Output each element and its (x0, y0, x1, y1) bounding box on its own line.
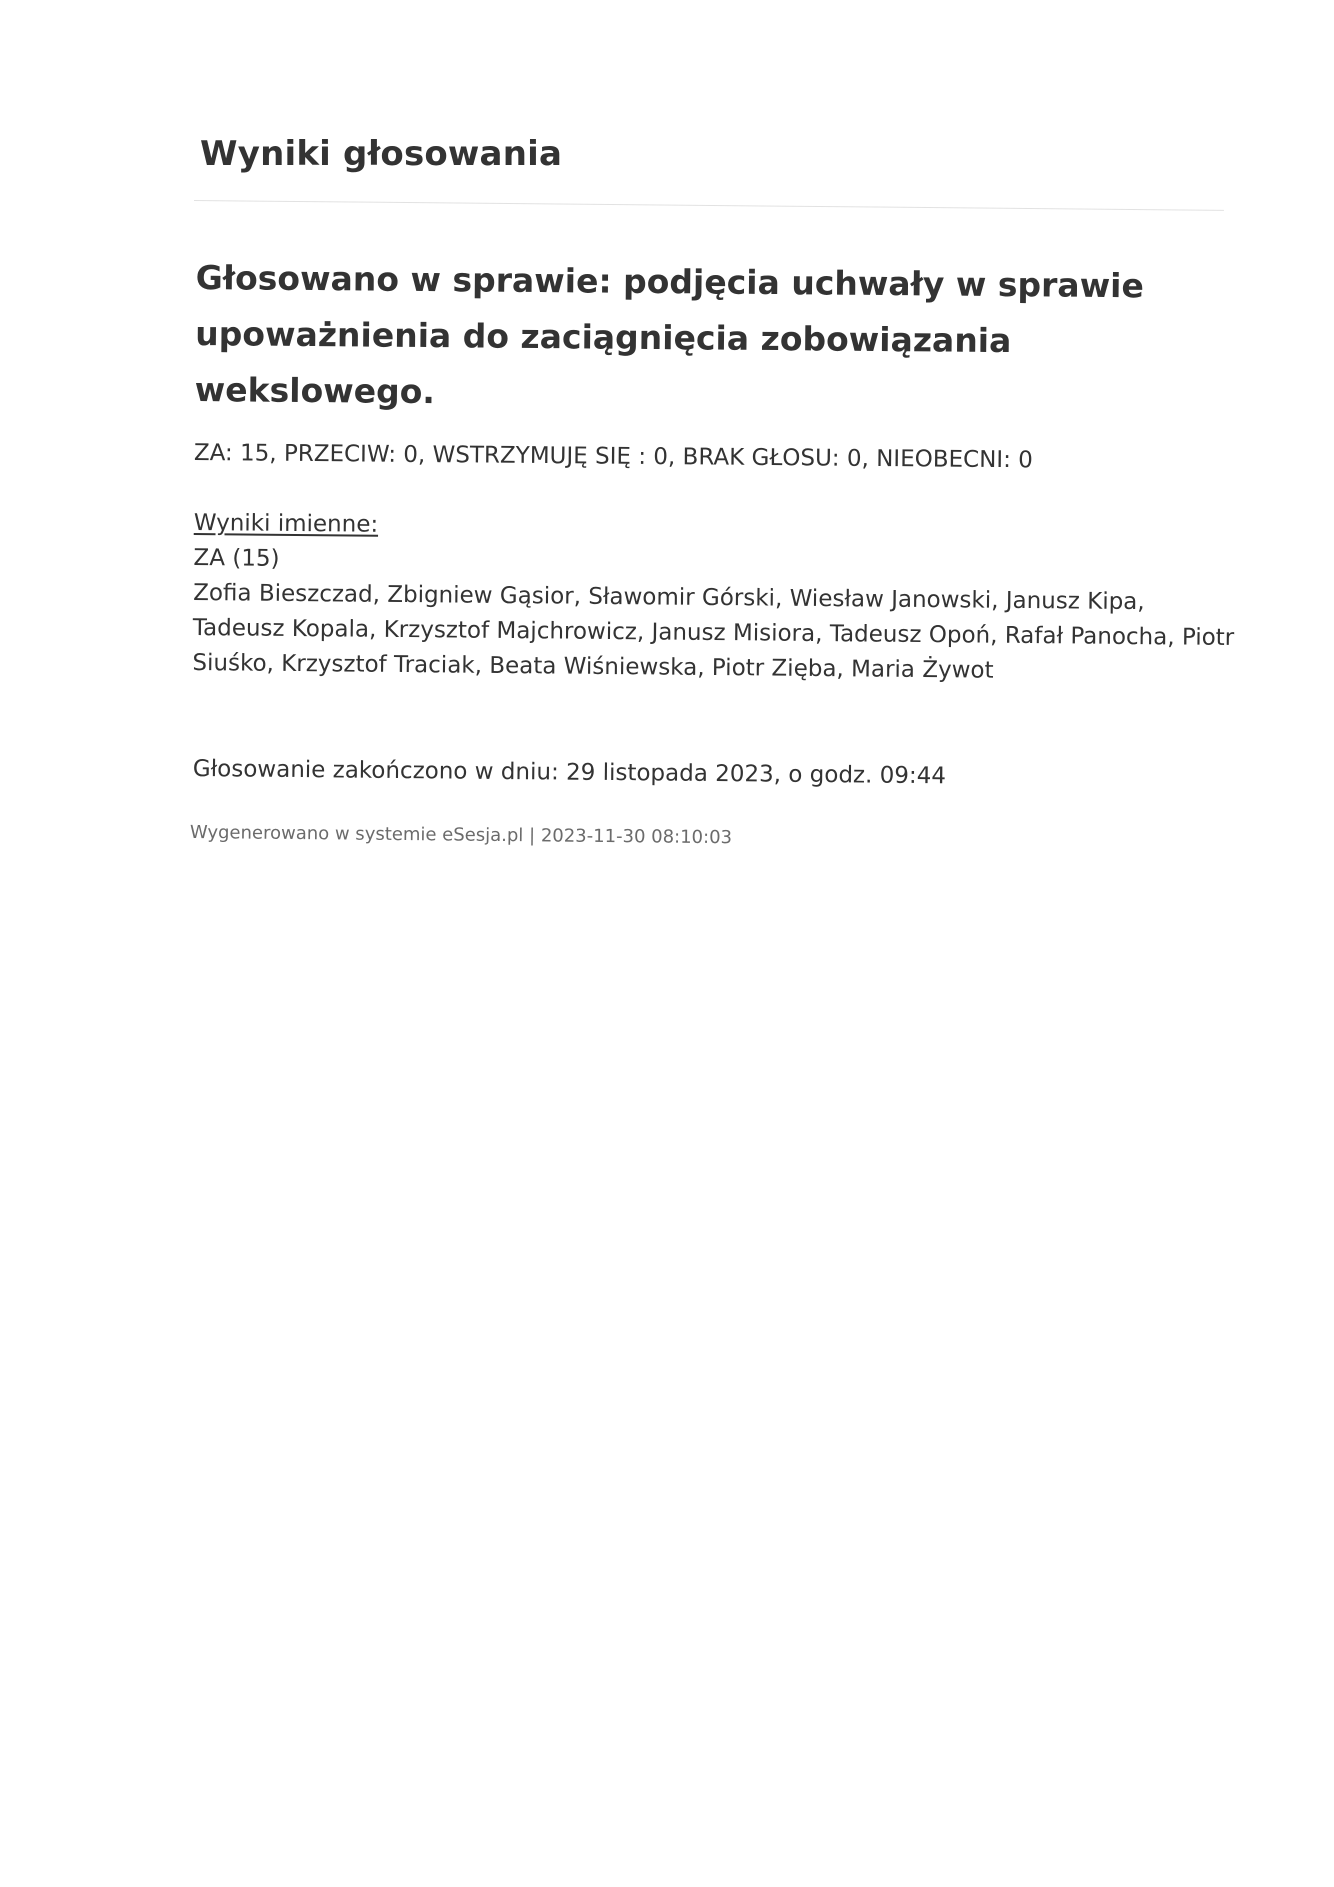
page-title: Wyniki głosowania (200, 134, 563, 174)
named-results-heading: Wyniki imienne: (193, 509, 379, 538)
named-results-names: Zofia Bieszczad, Zbigniew Gąsior, Sławomir Górski, Wiesław Janowski, Janusz Kipa, Tadeusz Kopala, Krzysztof Majchrowicz, Janusz Misiora, Tadeusz Opoń, Rafał Panocha, Piotr Siuśko, Krzysztof Traciak, Beata Wiśniewska, Piotr Zięba, Maria Żywot (192, 579, 1235, 684)
vote-closed-date: Głosowanie zakończono w dniu: 29 listopada 2023, o godz. 09:44 (192, 756, 947, 790)
named-results-group-label: ZA (15) (193, 544, 280, 572)
vote-summary: ZA: 15, PRZECIW: 0, WSTRZYMUJĘ SIĘ : 0, BRAK GŁOSU: 0, NIEOBECNI: 0 (193, 440, 1033, 474)
named-results (192, 506, 1274, 691)
title-divider (194, 200, 1224, 211)
vote-subject: Głosowano w sprawie: podjęcia uchwały w sprawie upoważnienia do zaciągnięcia zobowiązania wekslowego. (194, 257, 1145, 412)
generated-footer: Wygenerowano w systemie eSesja.pl | 2023-11-30 08:10:03 (189, 822, 733, 849)
